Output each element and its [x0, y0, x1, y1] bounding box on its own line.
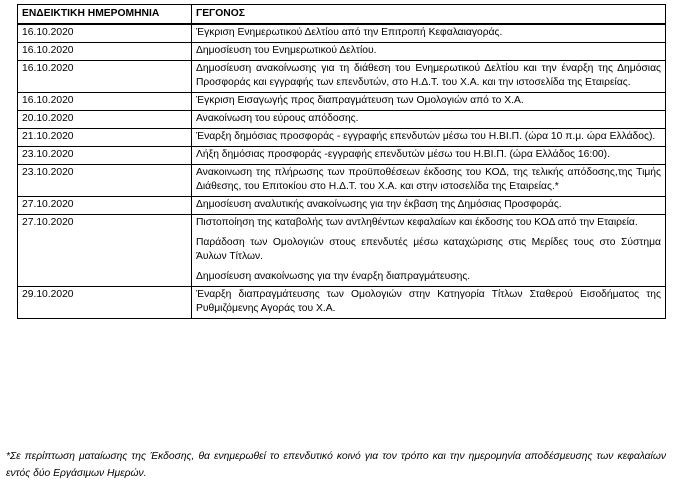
event-text: Πιστοποίηση της καταβολής των αντληθέντων κεφαλαίων και έκδοσης του ΚΟΔ από την Εταιρεία.	[196, 217, 638, 228]
row-event	[192, 215, 666, 287]
table-row	[18, 61, 666, 93]
row-date: 23.10.2020	[18, 165, 192, 197]
row-date: 23.10.2020	[18, 147, 192, 165]
row-event	[192, 61, 666, 93]
event-text: Δημοσίευση αναλυτικής ανακοίνωσης για την έκβαση της Δημόσιας Προσφοράς.	[196, 199, 562, 210]
header-event: ΓΕΓΟΝΟΣ	[192, 5, 666, 25]
event-text: Έναρξη δημόσιας προσφοράς - εγγραφής επενδυτών μέσω του Η.ΒΙ.Π. (ώρα 10 π.μ. ώρα Ελλάδος).	[196, 131, 656, 142]
table-row	[18, 129, 666, 147]
row-date: 16.10.2020	[18, 24, 192, 43]
event-text: Ανακοινωση της πλήρωσης των προϋποθέσεων έκδοσης του ΚΟΔ, της τελικής απόδοσης,της Τιμής Διάθεσης, του Επιτοκίου στο Η.Δ.Τ. του Χ.Α. και στην ιστοσελίδα της Εταιρείας.*	[196, 167, 661, 192]
event-text: Δημοσίευση ανακοίνωσης για τη διάθεση του Ενημερωτικού Δελτίου και την έναρξη της Δημόσιας Προσφοράς και εγγραφής των επενδυτών, στο Η.Δ.Τ. του Χ.Α. και την ιστοσελίδα της Εταιρείας.	[196, 63, 661, 88]
row-event	[192, 93, 666, 111]
row-date: 20.10.2020	[18, 111, 192, 129]
event-text: Έγκριση Ενημερωτικού Δελτίου από την Επιτροπή Κεφαλαιαγοράς.	[196, 27, 503, 38]
row-event	[192, 165, 666, 197]
table-row	[18, 93, 666, 111]
row-event	[192, 111, 666, 129]
event-text: Λήξη δημόσιας προσφοράς -εγγραφής επενδυτών μέσω του Η.ΒΙ.Π. (ώρα Ελλάδος 16:00).	[196, 149, 610, 160]
event-text: Δημοσίευση του Ενημερωτικού Δελτίου.	[196, 45, 377, 56]
row-date: 16.10.2020	[18, 43, 192, 61]
table-row	[18, 24, 666, 43]
table-row	[18, 43, 666, 61]
footnote: *Σε περίπτωση ματαίωσης της Έκδοσης, θα ενημερωθεί το επενδυτικό κοινό για τον τρόπο και την ημερομηνία αποδέσμευσης των κεφαλαίων εντός δύο Εργάσιμων Ημερών.	[6, 451, 666, 479]
row-date: 16.10.2020	[18, 61, 192, 93]
row-date: 29.10.2020	[18, 287, 192, 319]
event-text: Δημοσίευση ανακοίνωσης για την έναρξη διαπραγμάτευσης.	[196, 271, 471, 282]
table-row	[18, 197, 666, 215]
table-row	[18, 111, 666, 129]
event-text: Ανακοίνωση του εύρους απόδοσης.	[196, 113, 359, 124]
event-text: Έγκριση Εισαγωγής προς διαπραγμάτευση των Ομολογιών από το Χ.Α.	[196, 95, 524, 106]
event-text: Παράδοση των Ομολογιών στους επενδυτές μέσω καταχώρισης στις Μερίδες τους στο Σύστημα Άυλων Τίτλων.	[196, 237, 661, 262]
row-date: 27.10.2020	[18, 197, 192, 215]
row-date: 21.10.2020	[18, 129, 192, 147]
table-row	[18, 165, 666, 197]
row-event	[192, 129, 666, 147]
row-date: 16.10.2020	[18, 93, 192, 111]
table-row	[18, 287, 666, 319]
row-event	[192, 287, 666, 319]
header-date: ΕΝΔΕΙΚΤΙΚΗ ΗΜΕΡΟΜΗΝΙΑ	[18, 5, 192, 25]
row-event	[192, 147, 666, 165]
event-text: Έναρξη διαπραγμάτευσης των Ομολογιών στην Κατηγορία Τίτλων Σταθερού Εισοδήματος της Ρυθμιζόμενης Αγοράς του Χ.Α.	[196, 289, 661, 314]
timetable-body	[18, 24, 666, 319]
row-event	[192, 24, 666, 43]
table-row	[18, 147, 666, 165]
timetable-container	[17, 4, 665, 319]
table-row	[18, 215, 666, 287]
timetable	[17, 4, 666, 319]
header-row	[18, 5, 666, 25]
row-event	[192, 43, 666, 61]
row-event	[192, 197, 666, 215]
row-date: 27.10.2020	[18, 215, 192, 287]
